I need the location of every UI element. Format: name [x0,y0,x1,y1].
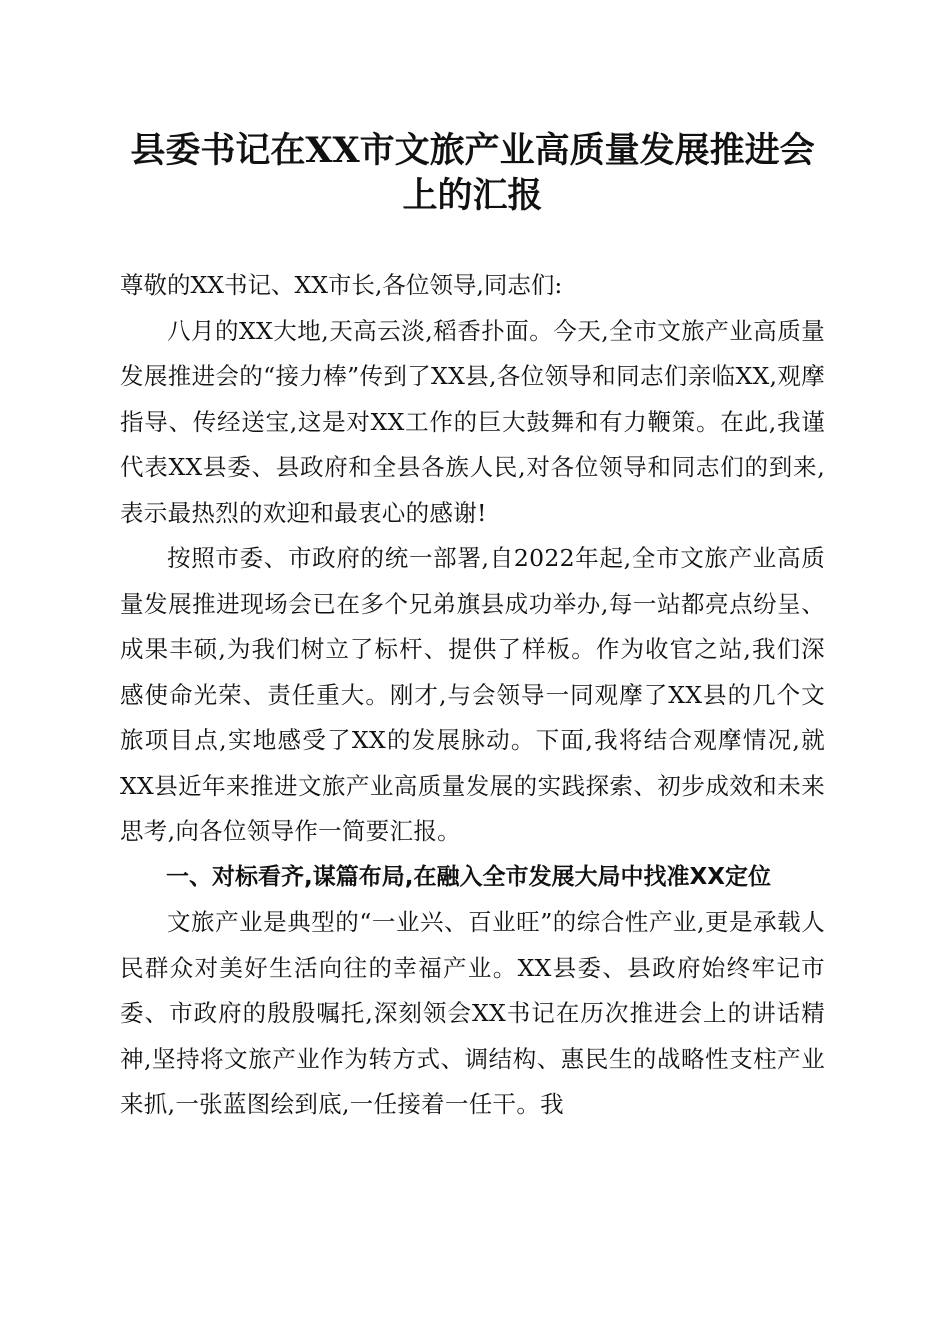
document-body [120,263,825,1128]
introduction-paragraph: 按照市委、市政府的统一部署,自2022年起,全市文旅产业高质量发展推进现场会已在多个兄弟旗县成功举办,每一站都亮点纷呈、成果丰硕,为我们树立了标杆、提供了样板。作为收官之站,我们深感使命光荣、责任重大。刚才,与会领导一同观摩了XX县的几个文旅项目点,实地感受了XX的发展脉动。下面,我将结合观摩情况,就XX县近年来推进文旅产业高质量发展的实践探索、初步成效和未来思考,向各位领导作一简要汇报。 [120,544,825,845]
title-line-2: 上的汇报 [402,175,543,216]
salutation: 尊敬的XX书记、XX市长,各位领导,同志们: [120,271,563,299]
opening-paragraph: 八月的XX大地,天高云淡,稻香扑面。今天,全市文旅产业高质量发展推进会的“接力棒”传到了XX县,各位领导和同志们亲临XX,观摩指导、传经送宝,这是对XX工作的巨大鼓舞和有力鞭策。在此,我谨代表XX县委、县政府和全县各族人民,对各位领导和同志们的到来,表示最热烈的欢迎和最衷心的感谢! [120,316,825,527]
title-line-1: 县委书记在XX市文旅产业高质量发展推进会 [130,130,815,171]
document-title [120,128,825,218]
section-1-paragraph: 文旅产业是典型的“一业兴、百业旺”的综合性产业,更是承载人民群众对美好生活向往的幸福产业。XX县委、县政府始终牢记市委、市政府的殷殷嘱托,深刻领会XX书记在历次推进会上的讲话精神,坚持将文旅产业作为转方式、调结构、惠民生的战略性支柱产业来抓,一张蓝图绘到底,一任接着一任干。我 [120,908,825,1118]
document-page [120,128,825,1128]
section-heading-1: 一、对标看齐,谋篇布局,在融入全市发展大局中找准XX定位 [166,863,771,890]
